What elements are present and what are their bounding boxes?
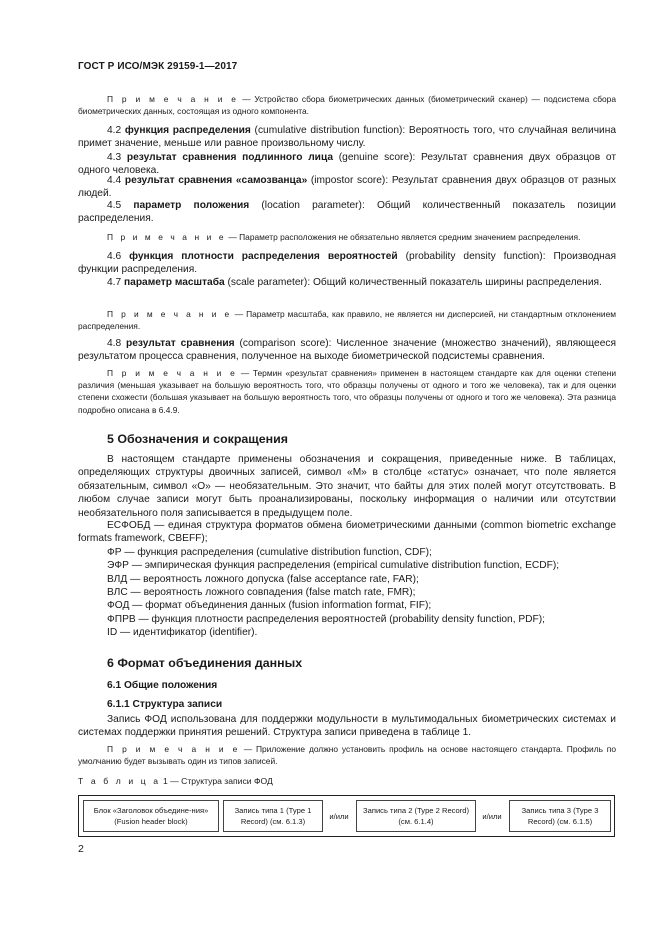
term-number: 4.2 <box>107 125 125 136</box>
note-3 <box>78 308 616 332</box>
note-text: — Приложение должно установить профиль на основе настоящего стандарта. Профиль по умолчанию будет вызывать один из типов записей. <box>78 744 616 767</box>
term-number: 4.7 <box>107 277 124 288</box>
note-text: — Параметр расположения не обязательно является средним значением распределения. <box>226 232 581 242</box>
abbreviation-item: ФОД — формат объединения данных (fusion information format, FIF); <box>107 600 432 612</box>
term: результат сравнения «самозванца» <box>124 175 308 186</box>
term-definition: (scale parameter): Общий количественный показатель ширины распределения. <box>224 277 602 288</box>
definition-4-7 <box>78 276 616 289</box>
term-definition: (probability density function): Производная функции распределения. <box>78 251 616 276</box>
note-1 <box>78 93 616 117</box>
abbreviation-item: ЕСФОБД — единая структура форматов обмена биометрическими данными (common biometric exchange formats framework, CBEFF); <box>78 520 616 545</box>
term: результат сравнения подлинного лица <box>126 152 333 163</box>
note-5 <box>78 743 616 767</box>
note-label: П р и м е ч а н и е <box>107 94 239 104</box>
term-number: 4.8 <box>107 338 127 349</box>
abbreviation-item: ВЛД — вероятность ложного допуска (false acceptance rate, FAR); <box>107 573 419 585</box>
term-number: 4.6 <box>107 251 130 262</box>
definition-4-6 <box>78 250 616 277</box>
term: результат сравнения <box>126 338 235 349</box>
term: параметр масштаба <box>124 277 225 288</box>
definition-4-2 <box>78 124 616 151</box>
term-number: 4.5 <box>107 200 134 211</box>
term-definition: (impostor score): Результат сравнения двух образцов от разных людей. <box>78 175 616 200</box>
abbreviation-item: ФР — функция распределения (cumulative distribution function, CDF); <box>107 546 432 558</box>
fusion-header-block-cell: Блок «Заголовок объедине-ния» (Fusion header block) <box>83 800 219 832</box>
term-number: 4.3 <box>107 152 127 163</box>
abbreviation-item: ФПРВ — функция плотности распределения вероятностей (probability density function, PDF); <box>107 613 545 625</box>
note-2 <box>78 231 616 243</box>
table-caption <box>78 776 273 786</box>
note-text: — Устройство сбора биометрических данных (биометрический сканер) — подсистема сбора биометрических данных, состоящая из одного компонента. <box>78 94 616 117</box>
note-4 <box>78 367 616 416</box>
definition-4-5 <box>78 199 616 226</box>
type-3-record-cell: Запись типа 3 (Type 3 Record) (см. 6.1.5) <box>509 800 611 832</box>
section-5-title: 5 Обозначения и сокращения <box>107 432 288 446</box>
and-or-connector: и/или <box>482 811 502 821</box>
term: функция распределения <box>124 125 251 136</box>
table-label: Т а б л и ц а <box>78 776 161 786</box>
subsection-6-1-1-title: 6.1.1 Структура записи <box>107 699 223 710</box>
subsection-6-1-1-paragraph: Запись ФОД использована для поддержки модульности в мультимодальных биометрических системах и системах поддержки принятия решений. Структура записи приведена в таблице 1. <box>78 714 616 739</box>
table-caption-text: 1 — Структура записи ФОД <box>160 776 273 786</box>
note-label: П р и м е ч а н и е <box>107 309 232 319</box>
and-or-connector: и/или <box>329 811 349 821</box>
term-number: 4.4 <box>107 175 125 186</box>
term-definition: (location parameter): Общий количественный показатель позиции распределения. <box>78 200 616 225</box>
term: функция плотности распределения вероятностей <box>129 251 398 262</box>
abbreviation-item: ВЛС — вероятность ложного совпадения (false match rate, FMR); <box>107 587 416 599</box>
definition-4-4 <box>78 174 616 201</box>
note-text: — Параметр масштаба, как правило, не является ни дисперсией, ни стандартным отклонением распределения. <box>78 309 616 332</box>
note-label: П р и м е ч а н и е <box>107 368 238 378</box>
document-header: ГОСТ Р ИСО/МЭК 29159-1—2017 <box>78 61 238 72</box>
type-1-record-cell: Запись типа 1 (Type 1 Record) (см. 6.1.3) <box>223 800 323 832</box>
term-definition: (cumulative distribution function): Вероятность того, что случайная величина примет значение, меньше или равное произвольному числу. <box>78 125 616 150</box>
term-definition: (genuine score): Результат сравнения двух образцов от одного человека. <box>78 152 616 177</box>
abbreviation-list <box>78 519 616 640</box>
record-structure-table <box>78 795 615 837</box>
section-6-title: 6 Формат объединения данных <box>107 656 303 670</box>
note-label: П р и м е ч а н и е <box>107 744 240 754</box>
section-5-paragraph: В настоящем стандарте применены обозначения и сокращения, приведенные ниже. В таблицах, определяющих структуры двоичных записей, символ «М» в столбце «статус» означает, что поле является обязательным, символ «О» — необязательным. Это значит, что байты для этих полей могут отсутствовать. В любом случае записи могут быть проанализированы, поскольку информация о наличии или отсутствии необязательного поля записывается в предыдущем поле. <box>78 454 616 519</box>
term: параметр положения <box>133 200 250 211</box>
note-text: — Термин «результат сравнения» применен в настоящем стандарте как для оценки степени различия (меньшая указывает на большую вероятность того, что образцы получены от одного и того же человека), так и для оценки степени схожести (большая указывает на большую вероятность того, что образцы получены от одного и того же человека). Эта разница подробно описана в 6.4.9. <box>78 368 616 415</box>
note-label: П р и м е ч а н и е <box>107 232 227 242</box>
abbreviation-item: ЭФР — эмпирическая функция распределения (empirical cumulative distribution function, ECDF); <box>107 560 560 572</box>
abbreviation-item: ID — идентификатор (identifier). <box>107 627 258 639</box>
term-definition: (comparison score): Численное значение (множество значений), являющееся результатом процесса сравнения, полученное на выходе биометрической подсистемы сравнения. <box>78 338 617 363</box>
subsection-6-1-title: 6.1 Общие положения <box>107 680 218 691</box>
definition-4-8 <box>78 337 616 364</box>
page-number: 2 <box>78 843 84 855</box>
type-2-record-cell: Запись типа 2 (Type 2 Record) (см. 6.1.4) <box>356 800 476 832</box>
